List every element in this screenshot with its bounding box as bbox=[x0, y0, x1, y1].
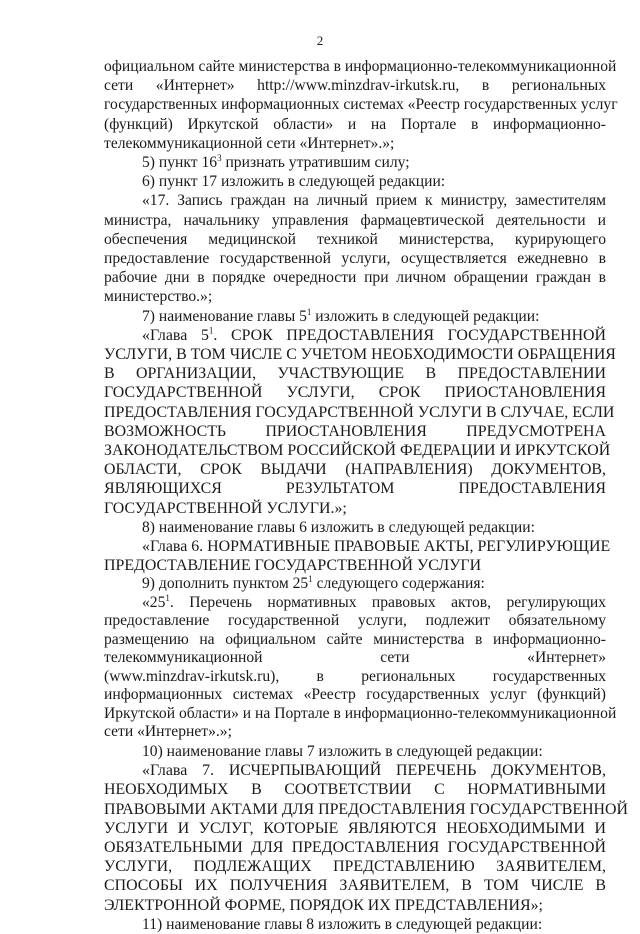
text-line: В ОРГАНИЗАЦИИ, УЧАСТВУЮЩИЕ В ПРЕДОСТАВЛЕНИИ bbox=[104, 365, 606, 383]
text-line: рабочие дни в порядке очередности при личном обращении граждан в bbox=[104, 269, 606, 287]
item-8 bbox=[104, 518, 606, 537]
text-line: сети «Интернет» http://www.minzdrav-irkutsk.ru, в региональных bbox=[104, 77, 606, 95]
text-line: 7) наименование главы $5^1$ изложить в следующей редакции: bbox=[142, 306, 540, 325]
superscript: 3 bbox=[217, 152, 222, 163]
text-line: государственных информационных системах «Реестр государственных услуг bbox=[104, 96, 618, 114]
text-line: (функций) Иркутской области» и на Портале в информационно- bbox=[104, 115, 606, 133]
item-6 bbox=[104, 172, 606, 306]
item-11 bbox=[104, 915, 606, 934]
text-line: 9) дополнить пунктом $25^1$ следующего содержания: bbox=[142, 574, 485, 593]
text-line: предоставление государственной услуги, подлежит обязательному bbox=[104, 612, 606, 630]
text-line: ГОСУДАРСТВЕННОЙ УСЛУГИ, СРОК ПРИОСТАНОВЛЕНИЯ bbox=[104, 384, 606, 402]
text-line: «Глава 6. НОРМАТИВНЫЕ ПРАВОВЫЕ АКТЫ, РЕГУЛИРУЮЩИЕ bbox=[142, 538, 611, 556]
text-line: ПРАВОВЫМИ АКТАМИ ДЛЯ ПРЕДОСТАВЛЕНИЯ ГОСУДАРСТВЕННОЙ bbox=[104, 800, 628, 818]
text-line: УСЛУГИ, В ТОМ ЧИСЛЕ С УЧЕТОМ НЕОБХОДИМОСТИ ОБРАЩЕНИЯ bbox=[104, 346, 616, 364]
text-line: «Глава $5^1$. СРОК ПРЕДОСТАВЛЕНИЯ ГОСУДАРСТВЕННОЙ bbox=[142, 325, 606, 344]
text-line: 10) наименование главы 7 изложить в следующей редакции: bbox=[142, 742, 543, 760]
text-line: телекоммуникационной сети «Интернет».»; bbox=[104, 134, 395, 152]
text-line: 6) пункт 17 изложить в следующей редакции: bbox=[142, 173, 446, 191]
chapter-7-title bbox=[104, 761, 628, 915]
text-line: предоставление государственной услуги, осуществляется ежедневно в bbox=[104, 250, 606, 268]
text-line: УСЛУГИ И УСЛУГ, КОТОРЫЕ ЯВЛЯЮТСЯ НЕОБХОДИМЫМИ И bbox=[104, 819, 606, 837]
text-line: Иркутской области» и на Портале в информационно-телекоммуникационной bbox=[104, 704, 617, 722]
superscript: 1 bbox=[308, 574, 313, 585]
text-line: НЕОБХОДИМЫХ В СООТВЕТСТВИИ С НОРМАТИВНЫМИ bbox=[104, 781, 606, 799]
text-line: обеспечения медицинской техникой министерства, курирующего bbox=[104, 230, 606, 248]
text-line: министерство.»; bbox=[104, 288, 213, 306]
superscript: 1 bbox=[306, 306, 312, 317]
chapter-5-1-title bbox=[104, 325, 616, 518]
text-line: информационных системах «Реестр государственных услуг (функций) bbox=[104, 686, 606, 704]
text-line: СПОСОБЫ ИХ ПОЛУЧЕНИЯ ЗАЯВИТЕЛЕМ, В ТОМ ЧИСЛЕ В bbox=[104, 877, 606, 895]
item-9 bbox=[104, 574, 617, 742]
text-line: 11) наименование главы 8 изложить в следующей редакции: bbox=[142, 915, 543, 933]
text-line: «Глава 7. ИСЧЕРПЫВАЮЩИЙ ПЕРЕЧЕНЬ ДОКУМЕНТОВ, bbox=[142, 762, 606, 780]
text-line: УСЛУГИ, ПОДЛЕЖАЩИХ ПРЕДСТАВЛЕНИЮ ЗАЯВИТЕЛЕМ, bbox=[104, 858, 606, 876]
text-line: ОБЯЗАТЕЛЬНЫМИ ДЛЯ ПРЕДОСТАВЛЕНИЯ ГОСУДАРСТВЕННОЙ bbox=[104, 839, 606, 856]
chapter-6-title bbox=[104, 537, 611, 575]
text-line: ЯВЛЯЮЩИХСЯ РЕЗУЛЬТАТОМ ПРЕДОСТАВЛЕНИЯ bbox=[104, 480, 606, 498]
text-line: сети «Интернет».»; bbox=[104, 723, 232, 741]
text-line: телекоммуникационной сети «Интернет» bbox=[104, 649, 606, 667]
text-line: ПРЕДОСТАВЛЕНИЯ ГОСУДАРСТВЕННОЙ УСЛУГИ В СЛУЧАЕ, ЕСЛИ bbox=[104, 403, 615, 421]
text-line: 8) наименование главы 6 изложить в следующей редакции: bbox=[142, 518, 535, 536]
page-number: 2 bbox=[316, 33, 324, 48]
item-5 bbox=[104, 153, 606, 172]
text-line: официальном сайте министерства в информационно-телекоммуникационной bbox=[104, 58, 617, 75]
text-line: министра, начальнику управления фармацевтической деятельности и bbox=[104, 211, 606, 229]
text-line: размещению на официальном сайте министерства в информационно- bbox=[104, 630, 606, 648]
text-line: «$25^1$. Перечень нормативных правовых актов, регулирующих bbox=[142, 592, 606, 611]
text-line: ЗАКОНОДАТЕЛЬСТВОМ РОССИЙСКОЙ ФЕДЕРАЦИИ И ИРКУТСКОЙ bbox=[104, 442, 611, 460]
text-line: 5) пункт $16^3$ признать утратившим силу; bbox=[142, 152, 410, 172]
item-7 bbox=[104, 307, 606, 326]
document-body bbox=[104, 57, 628, 934]
paragraph-website-info bbox=[104, 57, 618, 153]
superscript: 1 bbox=[208, 325, 214, 336]
text-line: ПРЕДОСТАВЛЕНИЕ ГОСУДАРСТВЕННОЙ УСЛУГИ bbox=[104, 557, 482, 575]
text-line: ВОЗМОЖНОСТЬ ПРИОСТАНОВЛЕНИЯ ПРЕДУСМОТРЕНА bbox=[104, 422, 606, 440]
text-line: (www.minzdrav-irkutsk.ru), в региональных государственных bbox=[104, 667, 606, 685]
item-10 bbox=[104, 742, 606, 761]
text-line: ГОСУДАРСТВЕННОЙ УСЛУГИ.»; bbox=[104, 499, 347, 517]
text-line: «17. Запись граждан на личный прием к министру, заместителям bbox=[142, 192, 606, 210]
text-line: ОБЛАСТИ, СРОК ВЫДАЧИ (НАПРАВЛЕНИЯ) ДОКУМЕНТОВ, bbox=[104, 461, 606, 479]
text-line: ЭЛЕКТРОННОЙ ФОРМЕ, ПОРЯДОК ИХ ПРЕДСТАВЛЕНИЯ»; bbox=[104, 896, 543, 914]
superscript: 1 bbox=[165, 592, 170, 603]
